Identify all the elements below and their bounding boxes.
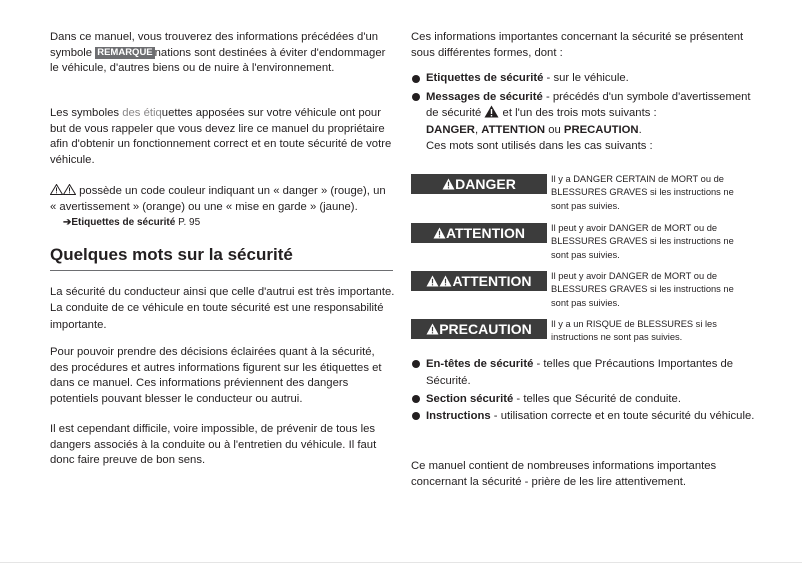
intro-paragraph: Ces informations importantes concernant la sécurité se présentent sous différentes formes, dont : bbox=[411, 31, 744, 59]
safety-alert-icon bbox=[433, 227, 446, 239]
signal-description: Il y a un RISQUE de BLESSURES si les instructions ne sont pas suivies. bbox=[551, 319, 717, 343]
safety-alert-icon bbox=[439, 275, 452, 287]
bullet-icon bbox=[412, 75, 420, 83]
list-item: En-têtes de sécurité - telles que Précautions Importantes de Sécurité. bbox=[411, 356, 756, 390]
remarque-badge: REMARQUE bbox=[97, 46, 153, 58]
safety-alert-icon bbox=[484, 105, 499, 118]
signal-description: Il peut y avoir DANGER de MORT ou de BLESSURES GRAVES si les instructions ne sont pas suivies. bbox=[551, 223, 734, 260]
closing-paragraph: Ce manuel contient de nombreuses informations importantes concernant la sécurité - prière de les lire attentivement. bbox=[411, 460, 717, 488]
bullet-icon bbox=[412, 93, 420, 101]
safety-alert-icon bbox=[442, 178, 455, 190]
signal-row-attention-double bbox=[411, 271, 756, 317]
notice-paragraph: Dans ce manuel, vous trouverez des informations précédées d'un symbole REMARQUE nations sont destinées à éviter d'endommager le véhicule, d'autres biens ou de nuire à l'environnement. bbox=[50, 31, 386, 75]
list-item: Instructions - utilisation correcte et en toute sécurité du véhicule. bbox=[411, 408, 756, 425]
bullet-icon bbox=[412, 412, 420, 420]
signal-row-attention bbox=[411, 223, 756, 269]
precaution-label: PRECAUTION bbox=[411, 319, 547, 339]
color-code-paragraph: possède un code couleur indiquant un « danger » (rouge), un « avertissement » (orange) ou une « mise en garde » (jaune). bbox=[50, 185, 386, 213]
list-item: Section sécurité - telles que Sécurité de conduite. bbox=[411, 391, 756, 408]
signal-description: Il y a DANGER CERTAIN de MORT ou de BLESSURES GRAVES si les instructions ne sont pas suivies. bbox=[551, 174, 734, 211]
signal-word-table bbox=[411, 174, 756, 349]
list-item: Etiquettes de sécurité - sur le véhicule. bbox=[411, 71, 756, 87]
signal-description: Il peut y avoir DANGER de MORT ou de BLESSURES GRAVES si les instructions ne sont pas suivies. bbox=[551, 271, 734, 308]
signal-row-danger bbox=[411, 174, 756, 220]
safety-alert-icon bbox=[426, 323, 439, 335]
page-divider bbox=[0, 562, 802, 563]
forms-list bbox=[411, 71, 756, 155]
bullet-icon bbox=[412, 360, 420, 368]
forms-list-continued bbox=[411, 356, 756, 425]
safety-paragraph-1: La sécurité du conducteur ainsi que celle d'autrui est très importante. La conduite de ce véhicule en toute sécurité est une responsabilité importante. bbox=[50, 286, 395, 331]
warning-triangle-icon bbox=[63, 184, 76, 195]
list-item: Messages de sécurité - précédés d'un symbole d'avertissement de sécurité et l'un des trois mots suivants : DANGER, ATTENTION ou PRECAUTION. Ces mots sont utilisés dans les cas suivants : bbox=[411, 89, 756, 155]
attention-label: ATTENTION bbox=[411, 271, 547, 291]
safety-paragraph-2: Pour pouvoir prendre des décisions éclairées quant à la sécurité, des procédures et autres informations figurent sur les étiquettes et dans ce manuel. Ces informations préviennent des dangers potentiels pouvant blesser le conducteur ou autrui. bbox=[50, 346, 382, 405]
bullet-icon bbox=[412, 395, 420, 403]
attention-label: ATTENTION bbox=[411, 223, 547, 243]
section-heading: Quelques mots sur la sécurité bbox=[50, 244, 393, 271]
symbols-paragraph: Les symboles des étiquettes apposées sur votre véhicule ont pour but de vous rappeler que vous devez lire ce manuel du propriétaire afin d'obtenir un fonctionnement correct et en toute sécurité de votre véhicule. bbox=[50, 107, 392, 166]
arrow-right-icon: ➔ bbox=[63, 217, 72, 228]
warning-triangle-icon bbox=[50, 184, 63, 195]
safety-alert-icon bbox=[426, 275, 439, 287]
cross-reference-link[interactable]: ➔Etiquettes de sécurité P. 95 bbox=[63, 217, 201, 228]
safety-paragraph-3: Il est cependant difficile, voire impossible, de prévenir de tous les dangers associés à la conduite ou à l'entretien du véhicule. Il faut donc faire preuve de bon sens. bbox=[50, 423, 377, 467]
danger-label: DANGER bbox=[411, 174, 547, 194]
